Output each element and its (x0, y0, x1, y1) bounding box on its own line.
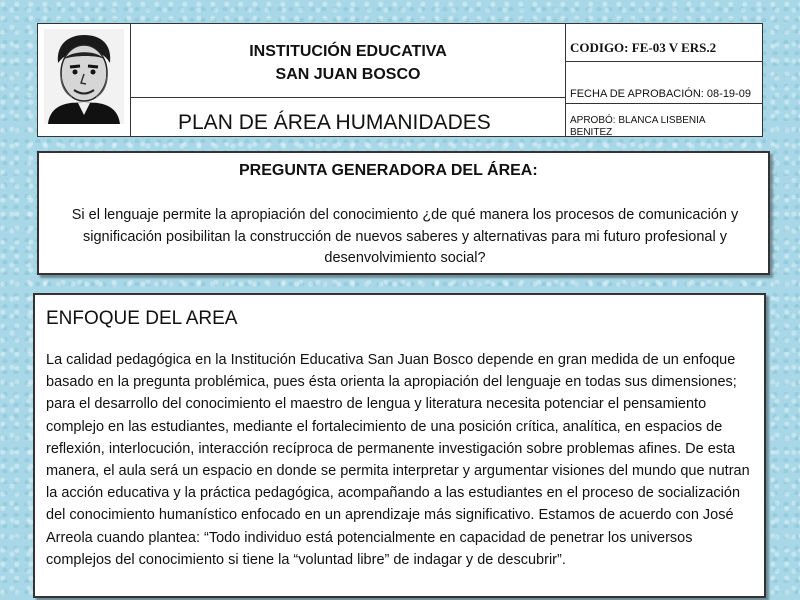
document-header (37, 23, 763, 137)
institution-name-line1: INSTITUCIÓN EDUCATIVA (249, 43, 447, 60)
generating-question-box (37, 151, 770, 275)
logo-cell (38, 24, 131, 136)
plan-title: PLAN DE ÁREA HUMANIDADES (178, 111, 491, 134)
area-approach-title: ENFOQUE DEL AREA (46, 308, 238, 329)
generating-question-title: PREGUNTA GENERADORA DEL ÁREA: (239, 162, 538, 179)
generating-question-text: Si el lenguaje permite la apropiación del conocimiento ¿de qué manera los procesos de comunicación y significación posibilitan la construcción de nuevos saberes y alternativas para mi futuro profesional y desenvolvimiento social? (71, 207, 739, 266)
portrait-photo-icon (44, 29, 124, 124)
area-approach-text: La calidad pedagógica en la Institución Educativa San Juan Bosco depende en gran medida de un enfoque basado en la pregunta problémica, pues ésta orienta la apropiación del lenguaje en todas sus dimensiones; para el desarrollo del conocimiento el maestro de lengua y literatura necesita potenciar el pensamiento complejo en las estudiantes, mediante el fortalecimiento de una posición crítica, analítica, en espacios de reflexión, interlocución, interacción recíproca de permanente investigación sobre problemas afines. De esta manera, el aula será un espacio en donde se permita interpretar y argumentar visiones del mundo que nutran la acción educativa y la práctica pedagógica, acompañando a las estudiantes en el proceso de socialización del conocimiento humanístico enfocado en un aprendizaje más significativo. Estamos de acuerdo con José Arreola cuando plantea: “Todo individuo está potencialmente en capacidad de penetrar los universos complejos del conocimiento si tiene la “voluntad libre” de indagar y de descubrir”. (46, 352, 750, 568)
header-divider (131, 97, 565, 98)
area-approach-box (33, 293, 766, 598)
institution-name (198, 40, 498, 86)
meta-divider (566, 61, 763, 62)
document-code: CODIGO: FE-03 V ERS.2 (570, 40, 717, 55)
document-meta-column (565, 24, 763, 136)
approved-by: APROBÓ: BLANCA LISBENIA BENITEZ (570, 115, 706, 138)
institution-name-line2: SAN JUAN BOSCO (275, 66, 421, 83)
approval-date: FECHA DE APROBACIÓN: 08-19-09 (570, 88, 751, 100)
meta-divider (566, 103, 763, 104)
